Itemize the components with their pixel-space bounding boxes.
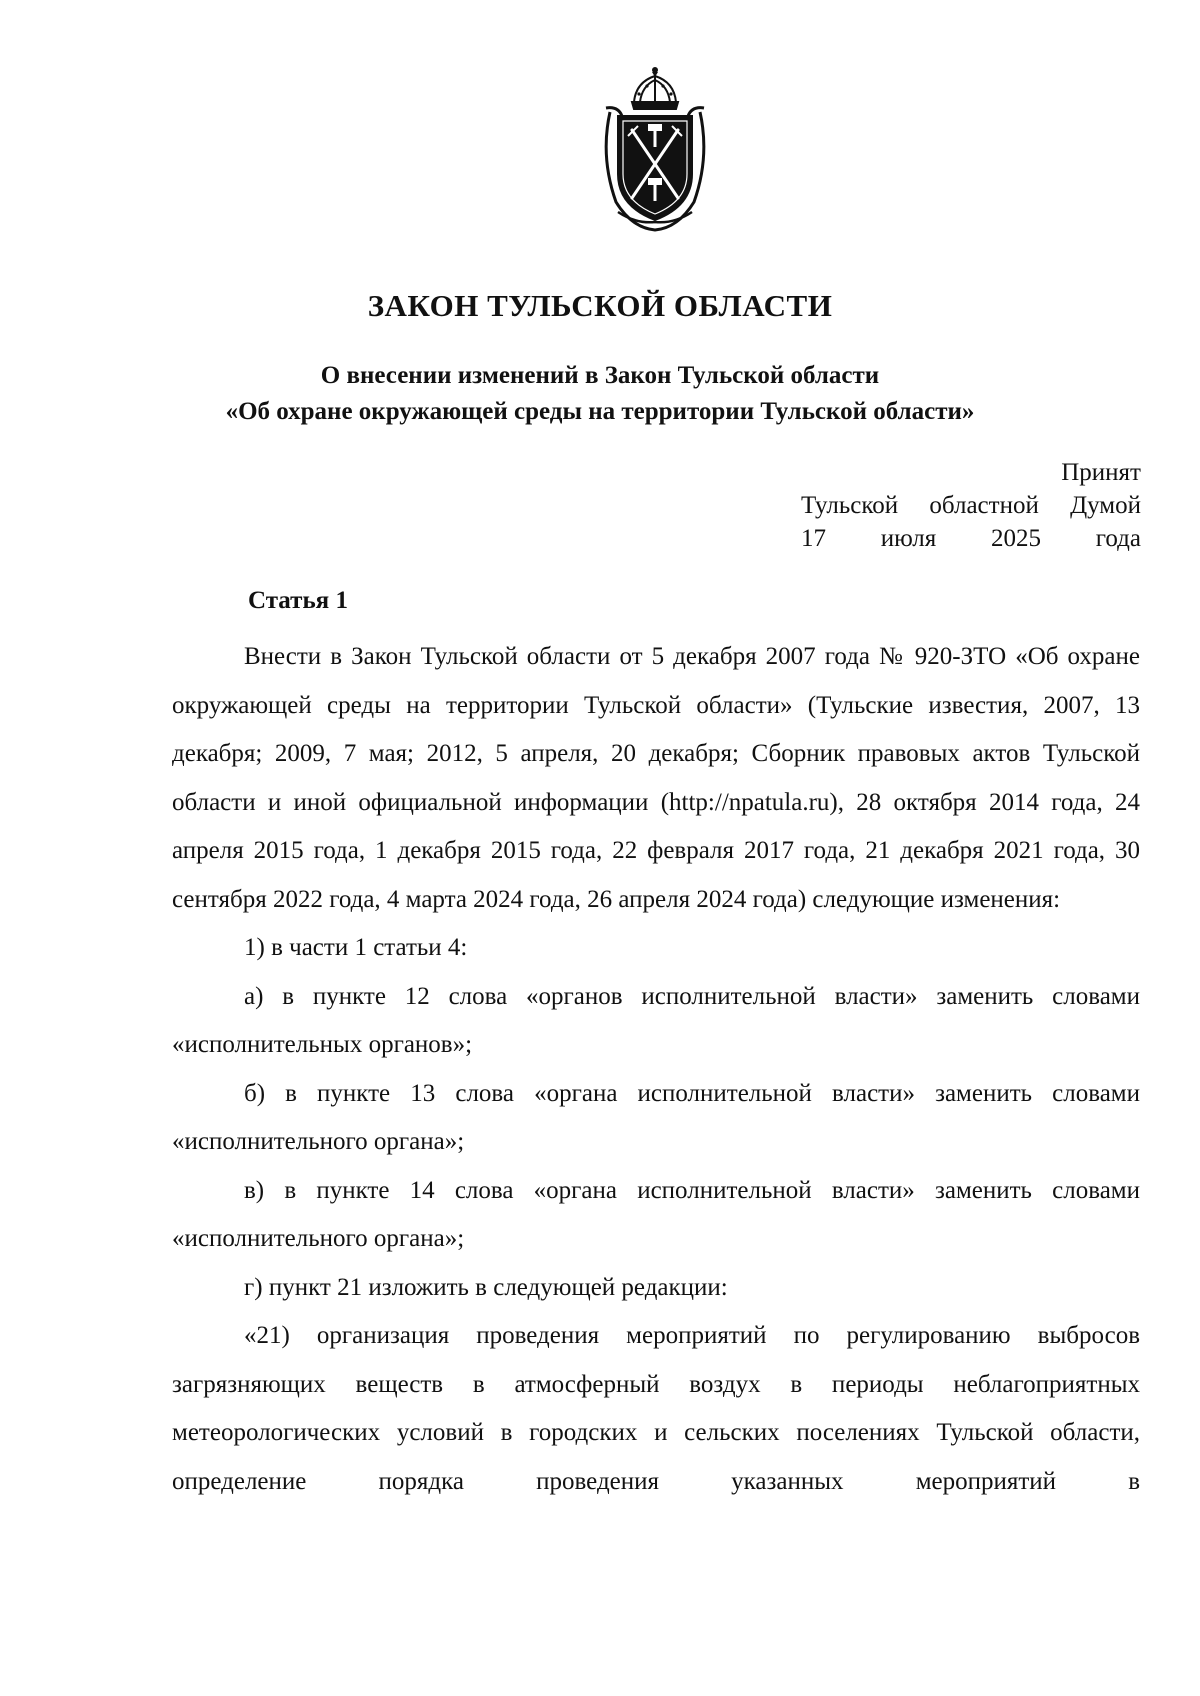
article-paragraph: г) пункт 21 изложить в следующей редакции: [244,1273,728,1301]
coat-of-arms-emblem [596,62,714,232]
article-paragraph: а) в пункте 12 слова «органов исполнительной власти» заменить словами «исполнительных органов»; [172,982,1140,1058]
adoption-block [801,456,1141,555]
article-paragraph: в) в пункте 14 слова «органа исполнительной власти» заменить словами «исполнительного органа»; [172,1176,1140,1252]
adopted-day: 17 [801,525,826,552]
article-paragraph: б) в пункте 13 слова «органа исполнительной власти» заменить словами «исполнительного органа»; [172,1079,1140,1155]
article-heading: Статья 1 [248,587,348,614]
article-paragraph: Внести в Закон Тульской области от 5 декабря 2007 года № 920-ЗТО «Об охране окружающей среды на территории Тульской области» (Тульские известия, 2007, 13 декабря; 2009, 7 мая; 2012, 5 апреля, 20 декабря; Сборник правовых актов Тульской области и иной официальной информации (http://npatula.ru), 28 октября 2014 года, 24 апреля 2015 года, 1 декабря 2015 года, 22 февраля 2017 года, 21 декабря 2021 года, 30 сентября 2022 года, 4 марта 2024 года, 26 апреля 2024 года) следующие изменения: [172,643,1140,913]
article-paragraph: 1) в части 1 статьи 4: [244,934,468,961]
subtitle-line-2: «Об охране окружающей среды на территории Тульской области» [225,398,975,425]
adopted-month: июля [880,525,937,552]
document-title: ЗАКОН ТУЛЬСКОЙ ОБЛАСТИ [367,288,833,323]
subtitle-line-1: О внесении изменений в Закон Тульской области [320,362,880,389]
article-paragraph: «21) организация проведения мероприятий по регулированию выбросов загрязняющих веществ в атмосферный воздух в периоды неблагоприятных метеорологических условий в городских и сельских поселениях Тульской области, определение порядка проведения указанных мероприятий в [172,1322,1140,1495]
adopted-year: 2025 [990,525,1041,552]
adopted-by: Тульской областной Думой [801,492,1141,519]
adopted-year-word: года [1095,525,1141,552]
adopted-label: Принят [1061,459,1141,486]
article-body [172,633,1140,1506]
adopted-date [801,522,1141,555]
document-subtitle [0,358,1200,430]
